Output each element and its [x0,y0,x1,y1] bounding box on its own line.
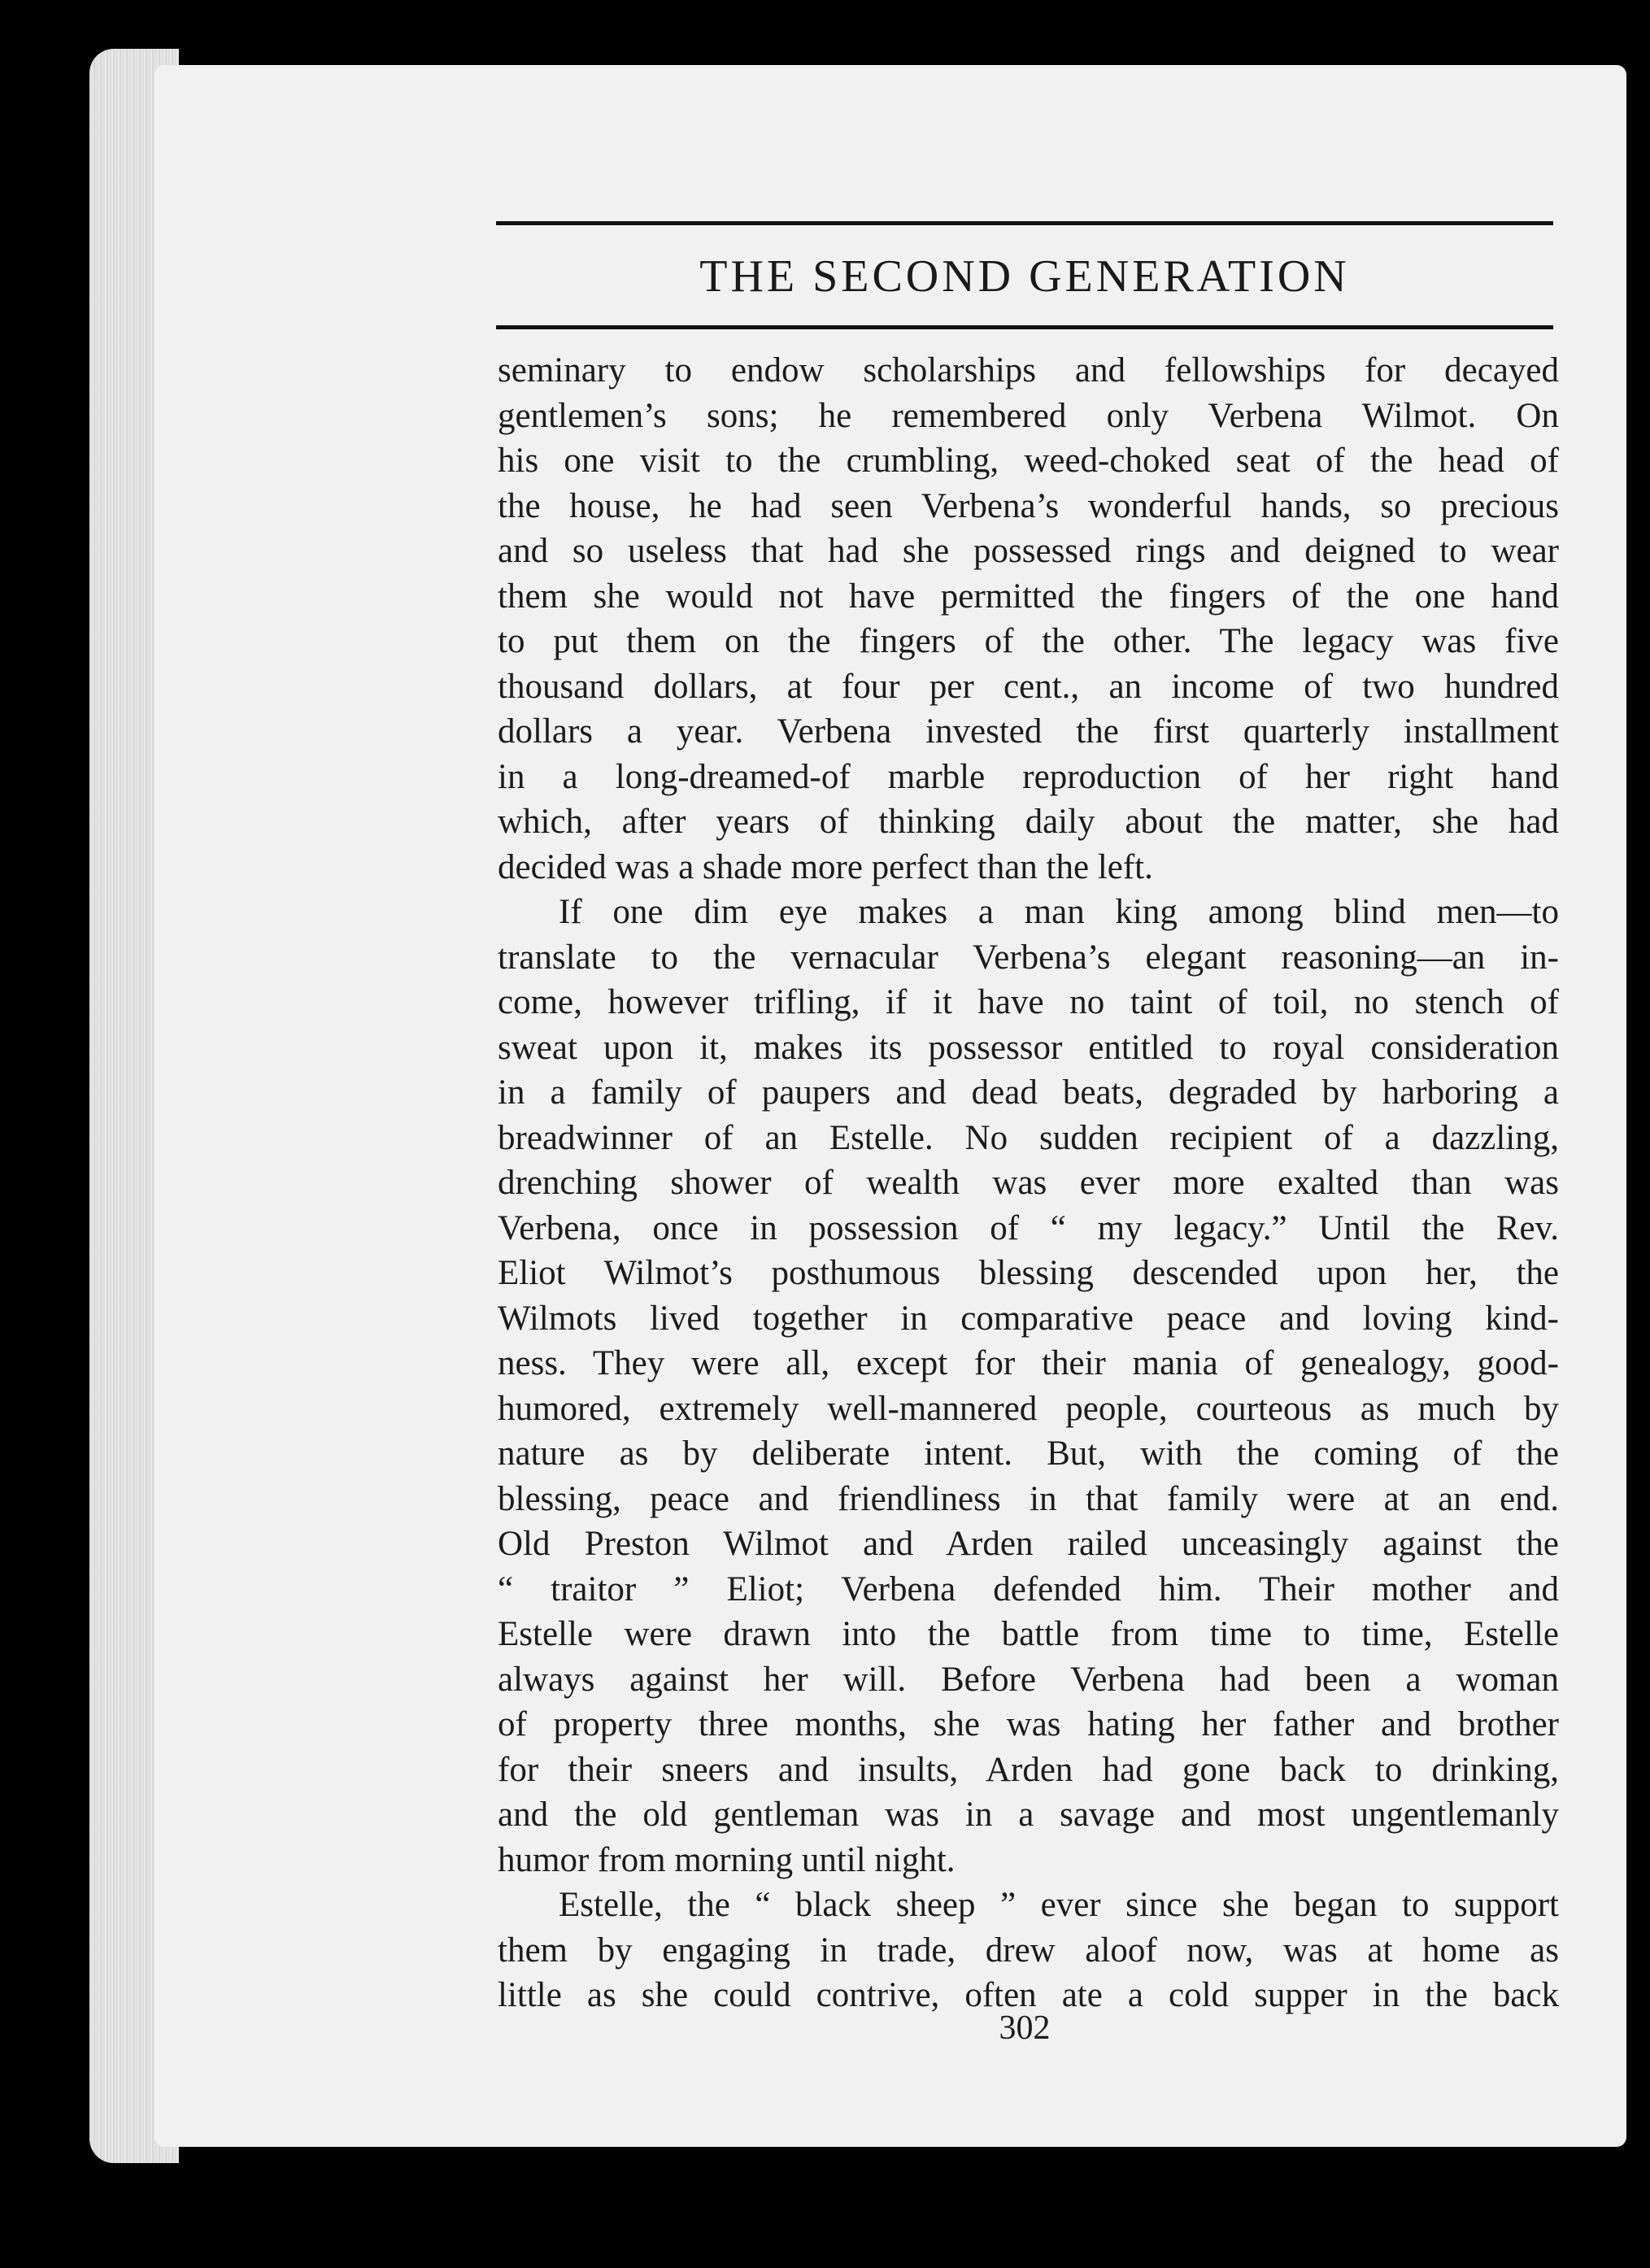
text-line: decided was a shade more perfect than the left. [498,847,1153,886]
page-number: 302 [999,2009,1051,2047]
text-line: in a long-dreamed-of marble reproduction of her right hand [498,757,1559,796]
text-line: his one visit to the crumbling, weed-choked seat of the head of [498,442,1559,480]
text-line: Old Preston Wilmot and Arden railed unceasingly against the [498,1525,1559,1563]
text-line: Estelle, the “ black sheep ” ever since she began to support [559,1886,1559,1924]
text-line: which, after years of thinking daily about the matter, she had [498,803,1559,841]
header-rule-top [496,221,1553,225]
text-line: for their sneers and insults, Arden had gone back to drinking, [498,1750,1559,1789]
running-head: THE SECOND GENERATION [699,251,1350,302]
text-line: Verbena, once in possession of “ my legacy.” Until the Rev. [498,1208,1559,1247]
text-line: and the old gentleman was in a savage and most ungentlemanly [498,1796,1559,1834]
text-line: to put them on the fingers of the other. The legacy was five [498,622,1559,660]
text-line: blessing, peace and friendliness in that family were at an end. [498,1479,1559,1518]
text-line: sweat upon it, makes its possessor entitled to royal consideration [498,1028,1559,1067]
text-line: and so useless that had she possessed rings and deigned to wear [498,532,1559,570]
text-line: nature as by deliberate intent. But, with the coming of the [498,1434,1559,1473]
text-line: Eliot Wilmot’s posthumous blessing descended upon her, the [498,1254,1559,1292]
text-line: humor from morning until night. [498,1840,956,1879]
text-line: dollars a year. Verbena invested the first quarterly installment [498,712,1559,751]
text-line: thousand dollars, at four per cent., an income of two hundred [498,667,1559,706]
text-line: breadwinner of an Estelle. No sudden recipient of a dazzling, [498,1118,1559,1157]
text-line: come, however trifling, if it have no taint of toil, no stench of [498,983,1559,1021]
text-line: drenching shower of wealth was ever more exalted than was [498,1164,1559,1202]
body-text [498,348,1559,2018]
text-line: gentlemen’s sons; he remembered only Verbena Wilmot. On [498,396,1559,435]
text-line: humored, extremely well-mannered people, courteous as much by [498,1389,1559,1428]
text-line: little as she could contrive, often ate a cold supper in the back [498,1976,1559,2014]
text-line: Estelle were drawn into the battle from time to time, Estelle [498,1615,1559,1653]
text-line: in a family of paupers and dead beats, degraded by harboring a [498,1073,1559,1112]
text-line: translate to the vernacular Verbena’s elegant reasoning—an in- [498,938,1559,977]
text-line: If one dim eye makes a man king among blind men—to [559,893,1559,931]
text-line: of property three months, she was hating her father and brother [498,1705,1559,1743]
text-line: Wilmots lived together in comparative peace and loving kind- [498,1299,1559,1338]
text-line: them by engaging in trade, drew aloof now, was at home as [498,1931,1559,1970]
text-line: seminary to endow scholarships and fellowships for decayed [498,351,1559,390]
text-line: “ traitor ” Eliot; Verbena defended him. Their mother and [498,1569,1559,1608]
text-line: the house, he had seen Verbena’s wonderful hands, so precious [498,486,1559,525]
text-line: ness. They were all, except for their mania of genealogy, good- [498,1344,1559,1382]
header-rule-bottom [496,325,1553,329]
text-line: them she would not have permitted the fingers of the one hand [498,577,1559,616]
text-line: always against her will. Before Verbena had been a woman [498,1660,1559,1699]
